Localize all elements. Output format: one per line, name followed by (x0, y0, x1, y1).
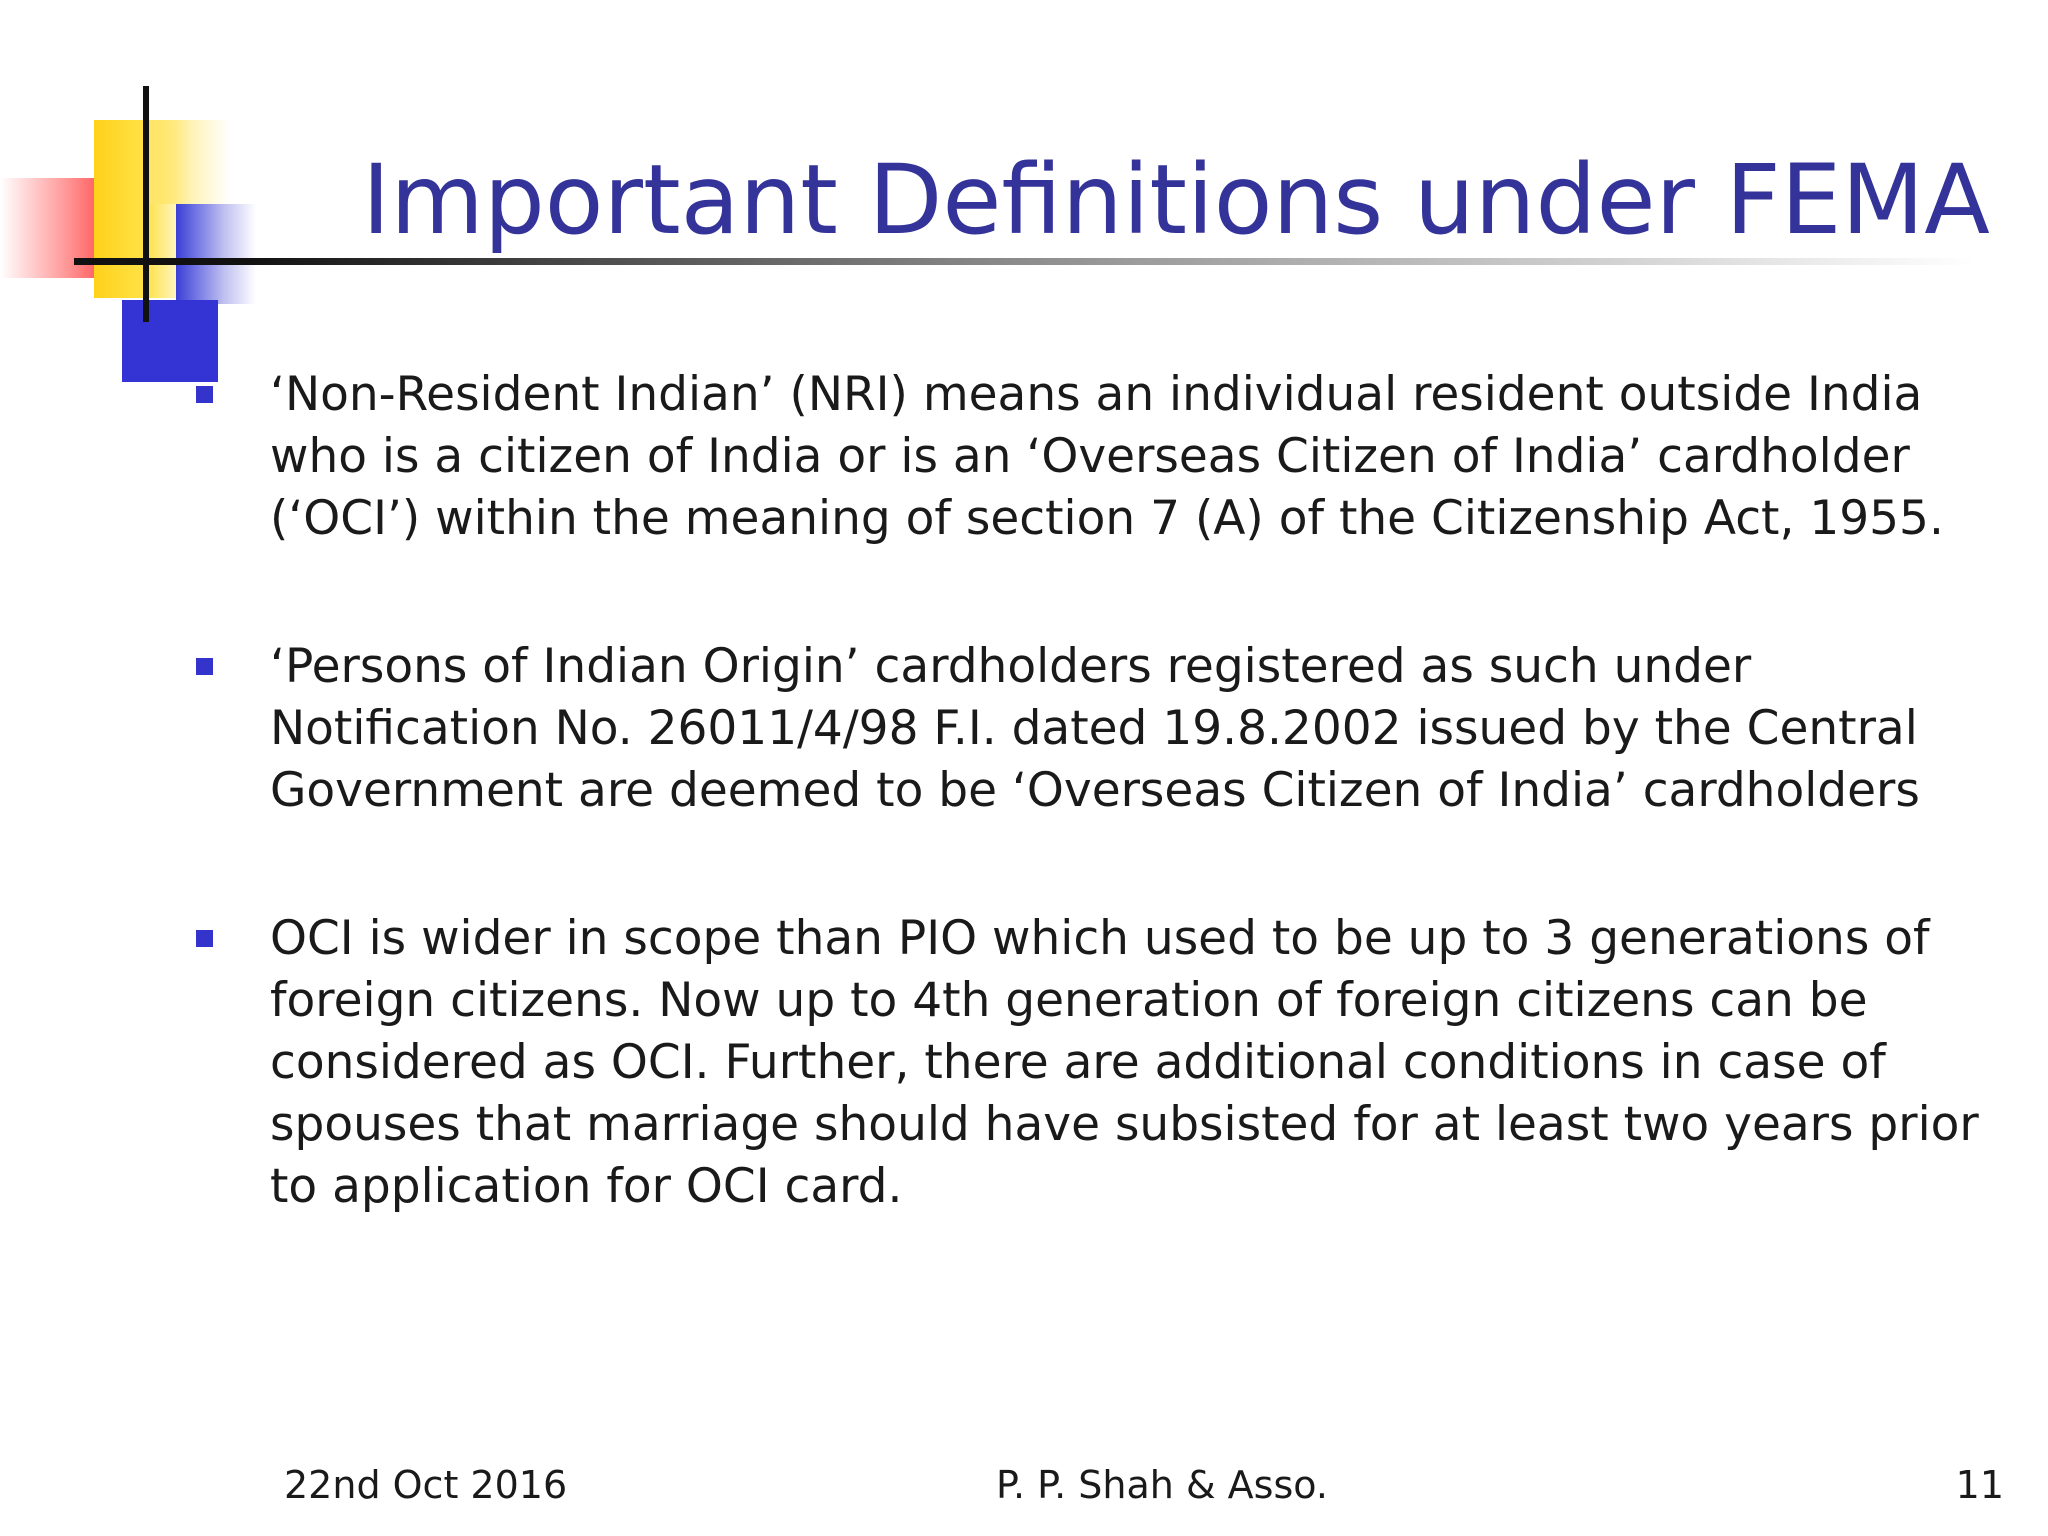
decorative-blue-fade (176, 204, 256, 304)
slide-title: Important Definitions under FEMA (362, 144, 1990, 256)
decorative-vertical-line (143, 86, 149, 322)
bullet-item-nri-definition (270, 364, 2020, 550)
decorative-blue-block (122, 300, 218, 382)
footer-date: 22nd Oct 2016 (284, 1463, 568, 1507)
bullet-text: ‘Persons of Indian Origin’ cardholders registered as such under Notification No. 26011/4/98 F.I. dated 19.8.2002 issued by the Central Government are deemed to be ‘Overseas Citizen of India’ cardholders (270, 639, 1920, 818)
square-bullet-icon (196, 930, 213, 947)
bullet-text: OCI is wider in scope than PIO which used to be up to 3 generations of foreign citizens. Now up to 4th generation of foreign citizens can be considered as OCI. Further, there are additional conditions in case of spouses that marriage should have subsisted for at least two years prior to application for OCI card. (270, 911, 1979, 1214)
square-bullet-icon (196, 658, 213, 675)
bullet-item-oci-scope (270, 908, 2020, 1218)
title-underline (74, 258, 1974, 265)
bullet-item-pio-cardholders (270, 636, 2020, 822)
footer-page-number: 11 (1955, 1463, 2004, 1507)
footer-company: P. P. Shah & Asso. (996, 1463, 1328, 1507)
square-bullet-icon (196, 386, 213, 403)
decorative-yellow-fade (150, 120, 230, 204)
bullet-text: ‘Non-Resident Indian’ (NRI) means an individual resident outside India who is a citizen of India or is an ‘Overseas Citizen of India’ cardholder (‘OCI’) within the meaning of section 7 (A) of the Citizenship Act, 1955. (270, 367, 1944, 546)
